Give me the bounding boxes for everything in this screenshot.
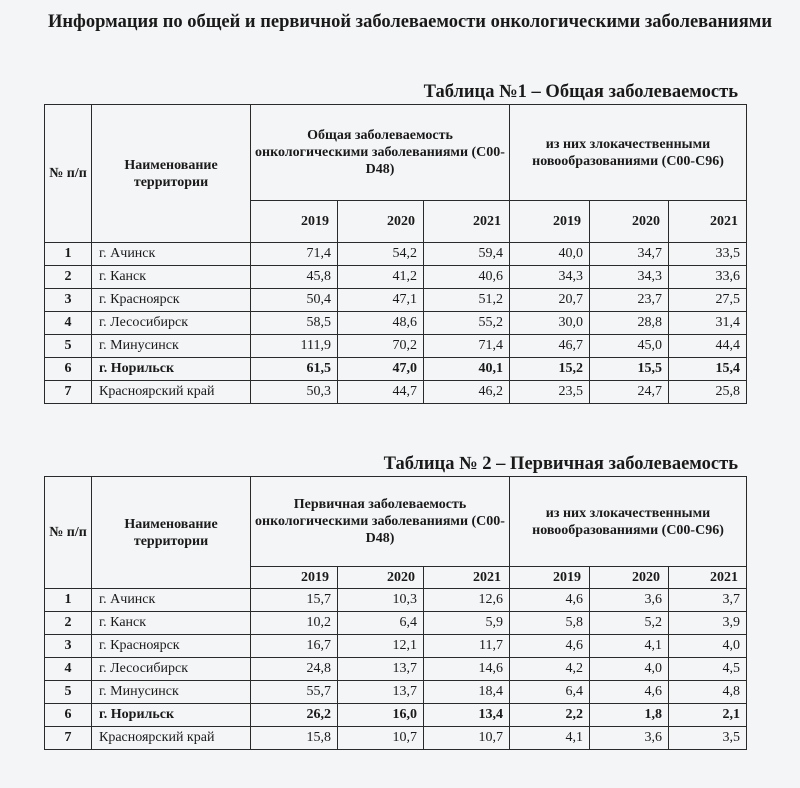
year-header: 2019	[510, 567, 590, 589]
value-cell: 15,8	[251, 727, 338, 750]
value-cell: 15,4	[669, 358, 747, 381]
row-number: 6	[45, 358, 92, 381]
value-cell: 4,0	[669, 635, 747, 658]
value-cell: 45,8	[251, 266, 338, 289]
row-number: 4	[45, 312, 92, 335]
table-row	[45, 243, 747, 266]
value-cell: 5,9	[424, 612, 510, 635]
value-cell: 40,1	[424, 358, 510, 381]
territory-name: г. Красноярск	[92, 289, 251, 312]
value-cell: 6,4	[338, 612, 424, 635]
value-cell: 46,2	[424, 381, 510, 404]
value-cell: 54,2	[338, 243, 424, 266]
table-row	[45, 266, 747, 289]
row-number: 7	[45, 727, 92, 750]
value-cell: 55,2	[424, 312, 510, 335]
value-cell: 16,0	[338, 704, 424, 727]
year-header: 2021	[424, 567, 510, 589]
table-row	[45, 704, 747, 727]
value-cell: 111,9	[251, 335, 338, 358]
value-cell: 59,4	[424, 243, 510, 266]
value-cell: 31,4	[669, 312, 747, 335]
territory-name: г. Канск	[92, 612, 251, 635]
value-cell: 6,4	[510, 681, 590, 704]
value-cell: 34,3	[590, 266, 669, 289]
territory-name: г. Минусинск	[92, 335, 251, 358]
table-row	[45, 312, 747, 335]
row-number: 3	[45, 289, 92, 312]
table2-caption: Таблица № 2 – Первичная заболеваемость	[383, 454, 738, 474]
year-header: 2021	[669, 201, 747, 243]
header-group-total: Общая заболеваемость онкологическими заболеваниями (C00-D48)	[251, 105, 510, 201]
value-cell: 11,7	[424, 635, 510, 658]
value-cell: 30,0	[510, 312, 590, 335]
value-cell: 12,6	[424, 589, 510, 612]
value-cell: 15,2	[510, 358, 590, 381]
value-cell: 3,7	[669, 589, 747, 612]
territory-name: г. Красноярск	[92, 635, 251, 658]
value-cell: 18,4	[424, 681, 510, 704]
value-cell: 27,5	[669, 289, 747, 312]
territory-name: г. Лесосибирск	[92, 658, 251, 681]
table-row	[45, 381, 747, 404]
year-header: 2020	[590, 567, 669, 589]
value-cell: 10,3	[338, 589, 424, 612]
year-header: 2020	[338, 201, 424, 243]
value-cell: 4,8	[669, 681, 747, 704]
row-number: 3	[45, 635, 92, 658]
year-header: 2021	[669, 567, 747, 589]
value-cell: 55,7	[251, 681, 338, 704]
value-cell: 12,1	[338, 635, 424, 658]
value-cell: 13,7	[338, 681, 424, 704]
value-cell: 71,4	[251, 243, 338, 266]
value-cell: 3,9	[669, 612, 747, 635]
value-cell: 50,3	[251, 381, 338, 404]
value-cell: 16,7	[251, 635, 338, 658]
value-cell: 70,2	[338, 335, 424, 358]
header-group-malignant: из них злокачественными новообразованиями (C00-C96)	[510, 105, 747, 201]
value-cell: 5,8	[510, 612, 590, 635]
row-number: 1	[45, 243, 92, 266]
table-row	[45, 612, 747, 635]
table-row	[45, 289, 747, 312]
table-row	[45, 358, 747, 381]
value-cell: 34,3	[510, 266, 590, 289]
territory-name: г. Ачинск	[92, 589, 251, 612]
table-row	[45, 727, 747, 750]
value-cell: 5,2	[590, 612, 669, 635]
header-territory: Наименование территории	[92, 477, 251, 589]
value-cell: 51,2	[424, 289, 510, 312]
value-cell: 44,4	[669, 335, 747, 358]
header-row-number: № п/п	[45, 105, 92, 243]
territory-name: г. Лесосибирск	[92, 312, 251, 335]
row-number: 6	[45, 704, 92, 727]
table-general-incidence	[44, 104, 747, 404]
value-cell: 4,2	[510, 658, 590, 681]
value-cell: 13,7	[338, 658, 424, 681]
territory-name: г. Норильск	[92, 704, 251, 727]
value-cell: 23,7	[590, 289, 669, 312]
value-cell: 4,6	[510, 635, 590, 658]
row-number: 5	[45, 681, 92, 704]
value-cell: 34,7	[590, 243, 669, 266]
row-number: 1	[45, 589, 92, 612]
value-cell: 3,6	[590, 589, 669, 612]
value-cell: 23,5	[510, 381, 590, 404]
value-cell: 40,6	[424, 266, 510, 289]
row-number: 4	[45, 658, 92, 681]
value-cell: 4,0	[590, 658, 669, 681]
value-cell: 1,8	[590, 704, 669, 727]
value-cell: 4,1	[590, 635, 669, 658]
territory-name: г. Минусинск	[92, 681, 251, 704]
value-cell: 20,7	[510, 289, 590, 312]
value-cell: 26,2	[251, 704, 338, 727]
value-cell: 58,5	[251, 312, 338, 335]
table-row	[45, 681, 747, 704]
territory-name: Красноярский край	[92, 381, 251, 404]
table-row	[45, 635, 747, 658]
value-cell: 2,1	[669, 704, 747, 727]
year-header: 2020	[338, 567, 424, 589]
value-cell: 4,1	[510, 727, 590, 750]
value-cell: 61,5	[251, 358, 338, 381]
value-cell: 47,1	[338, 289, 424, 312]
value-cell: 15,7	[251, 589, 338, 612]
value-cell: 4,5	[669, 658, 747, 681]
header-row-number: № п/п	[45, 477, 92, 589]
value-cell: 50,4	[251, 289, 338, 312]
row-number: 2	[45, 266, 92, 289]
value-cell: 10,2	[251, 612, 338, 635]
value-cell: 46,7	[510, 335, 590, 358]
header-territory: Наименование территории	[92, 105, 251, 243]
document-title: Информация по общей и первичной заболеваемости онкологическими заболеваниями	[47, 12, 772, 32]
value-cell: 15,5	[590, 358, 669, 381]
territory-name: г. Канск	[92, 266, 251, 289]
row-number: 2	[45, 612, 92, 635]
row-number: 7	[45, 381, 92, 404]
value-cell: 10,7	[338, 727, 424, 750]
value-cell: 33,5	[669, 243, 747, 266]
year-header: 2019	[251, 201, 338, 243]
territory-name: г. Норильск	[92, 358, 251, 381]
value-cell: 4,6	[510, 589, 590, 612]
value-cell: 24,7	[590, 381, 669, 404]
year-header: 2019	[510, 201, 590, 243]
value-cell: 3,5	[669, 727, 747, 750]
year-header: 2019	[251, 567, 338, 589]
value-cell: 71,4	[424, 335, 510, 358]
value-cell: 24,8	[251, 658, 338, 681]
value-cell: 33,6	[669, 266, 747, 289]
value-cell: 48,6	[338, 312, 424, 335]
value-cell: 45,0	[590, 335, 669, 358]
value-cell: 40,0	[510, 243, 590, 266]
table-row	[45, 335, 747, 358]
header-group-primary: Первичная заболеваемость онкологическими заболеваниями (C00-D48)	[251, 477, 510, 567]
header-group-malignant: из них злокачественными новообразованиями (C00-C96)	[510, 477, 747, 567]
value-cell: 14,6	[424, 658, 510, 681]
value-cell: 13,4	[424, 704, 510, 727]
year-header: 2021	[424, 201, 510, 243]
table-row	[45, 658, 747, 681]
table-row	[45, 589, 747, 612]
territory-name: Красноярский край	[92, 727, 251, 750]
value-cell: 25,8	[669, 381, 747, 404]
value-cell: 47,0	[338, 358, 424, 381]
value-cell: 2,2	[510, 704, 590, 727]
table1-caption: Таблица №1 – Общая заболеваемость	[423, 82, 738, 102]
value-cell: 41,2	[338, 266, 424, 289]
row-number: 5	[45, 335, 92, 358]
value-cell: 28,8	[590, 312, 669, 335]
value-cell: 3,6	[590, 727, 669, 750]
table-primary-incidence	[44, 476, 747, 750]
value-cell: 44,7	[338, 381, 424, 404]
territory-name: г. Ачинск	[92, 243, 251, 266]
year-header: 2020	[590, 201, 669, 243]
value-cell: 10,7	[424, 727, 510, 750]
value-cell: 4,6	[590, 681, 669, 704]
